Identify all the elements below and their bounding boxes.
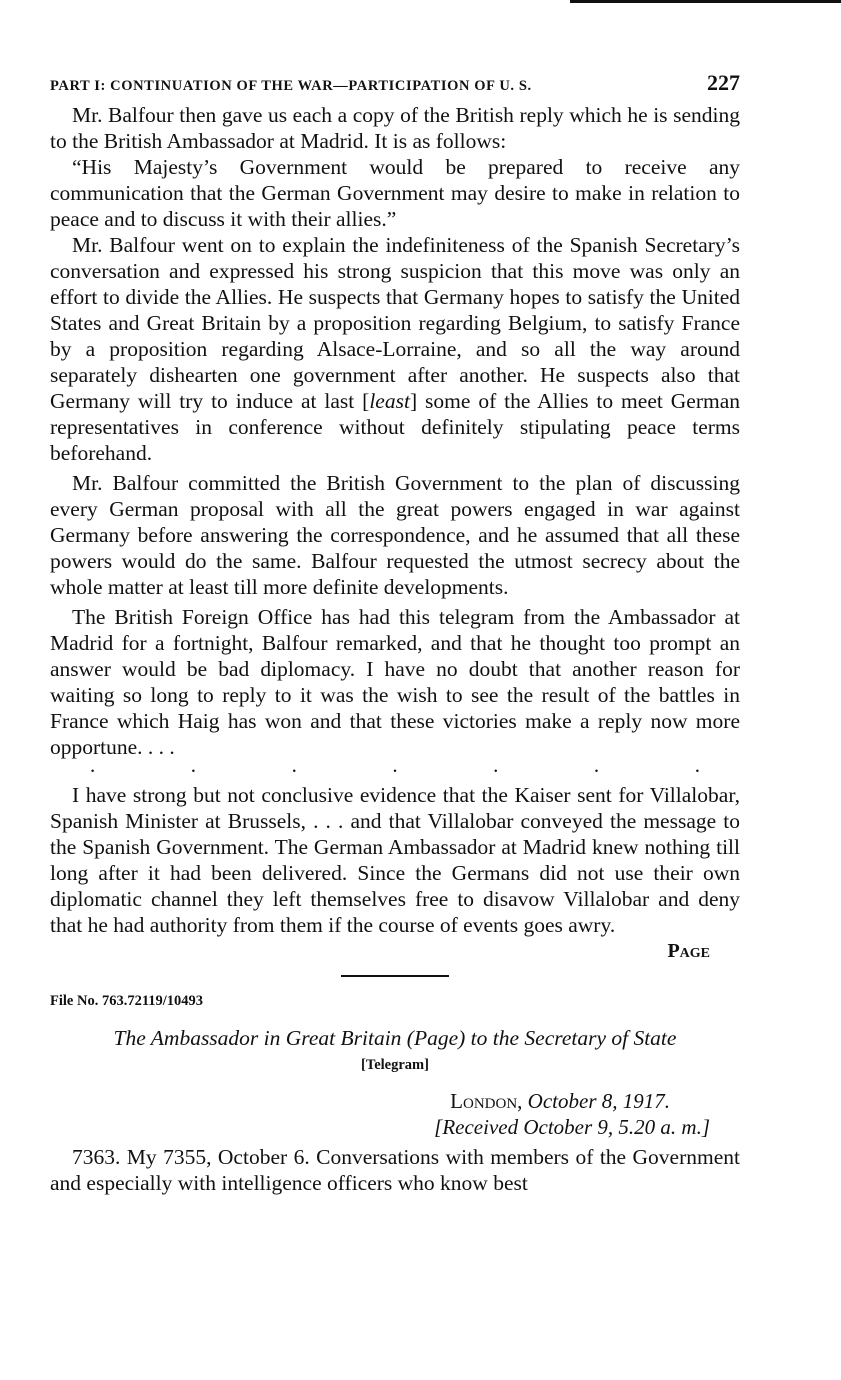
file-number: File No. 763.72119/10493 — [50, 993, 204, 1009]
editorial-insertion: least — [369, 389, 410, 413]
omission-dot: . — [593, 753, 600, 777]
document-type: [Telegram] — [361, 1057, 429, 1073]
dateline — [50, 1088, 740, 1114]
page-number: 227 — [707, 70, 740, 95]
signature: Page — [667, 940, 710, 962]
quoted-reply: “His Majesty’s Government would be prepared to receive any communication that the German Government may desire to make in relation to peace and to discuss it with their allies.” — [50, 155, 740, 231]
dateline-date: October 8, 1917. — [527, 1089, 670, 1113]
section-divider — [341, 975, 449, 977]
paragraph-3: Mr. Balfour committed the British Government to the plan of discussing every German proposal with all the great powers engaged in war against Germany before answering the correspondence, and he assumed that all these powers would do the same. Balfour requested the utmost secrecy about the whole matter at least till more definite developments. — [50, 471, 740, 599]
omission-dot: . — [90, 753, 96, 777]
running-header — [50, 70, 740, 96]
document-page — [50, 70, 740, 1196]
received-line: [Received October 9, 5.20 a. m.] — [434, 1115, 710, 1139]
paragraph-2 — [50, 232, 740, 466]
paragraph-4: The British Foreign Office has had this telegram from the Ambassador at Madrid for a fortnight, Balfour remarked, and that he thought too prompt an answer would be bad diplomacy. I have no doubt that another reason for waiting so long to reply to it was the wish to see the result of the battles in France which Haig has won and that these victories make a reply now more opportune. . . . — [50, 605, 740, 759]
telegram-opening: 7363. My 7355, October 6. Conversations with members of the Government and especially with intelligence officers who know best — [50, 1145, 740, 1195]
paragraph-2-part-b: ] some of the Allies to meet German representatives in conference without definitely stipulating peace terms beforehand. — [50, 389, 741, 465]
top-border-line — [570, 0, 841, 3]
document-title: The Ambassador in Great Britain (Page) to the Secretary of State — [113, 1026, 677, 1050]
paragraph-5: I have strong but not conclusive evidence that the Kaiser sent for Villalobar, Spanish Minister at Brussels, . . . and that Villalobar conveyed the message to the Spanish Government. The German Ambassador at Madrid knew nothing till long after it had been delivered. Since the Germans did not use their own diplomatic channel they left themselves free to disavow Villalobar and deny that he had authority from them if the course of events goes awry. — [50, 783, 740, 937]
dateline-place: London, — [450, 1089, 523, 1113]
omission-dot: . — [493, 753, 499, 777]
paragraph-1: Mr. Balfour then gave us each a copy of the British reply which he is sending to the British Ambassador at Madrid. It is as follows: — [50, 103, 740, 153]
paragraph-2-part-a: Mr. Balfour went on to explain the indefiniteness of the Spanish Secretary’s conversation and expressed his strong suspicion that this move was only an effort to divide the Allies. He suspects that Germany hopes to satisfy the United States and Great Britain by a proposition regarding Belgium, to satisfy France by a proposition regarding Alsace-Lorraine, and so all the way around separately dishearten one government after another. He suspects also that Germany will try to induce at last [ — [50, 233, 740, 413]
running-title: PART I: CONTINUATION OF THE WAR—PARTICIPATION OF U. S. — [50, 78, 532, 94]
omission-dot: . — [392, 753, 398, 777]
omission-dot: . — [694, 753, 700, 777]
omission-dots — [50, 753, 740, 782]
omission-dot: . — [190, 753, 197, 777]
omission-dot: . — [291, 753, 297, 777]
